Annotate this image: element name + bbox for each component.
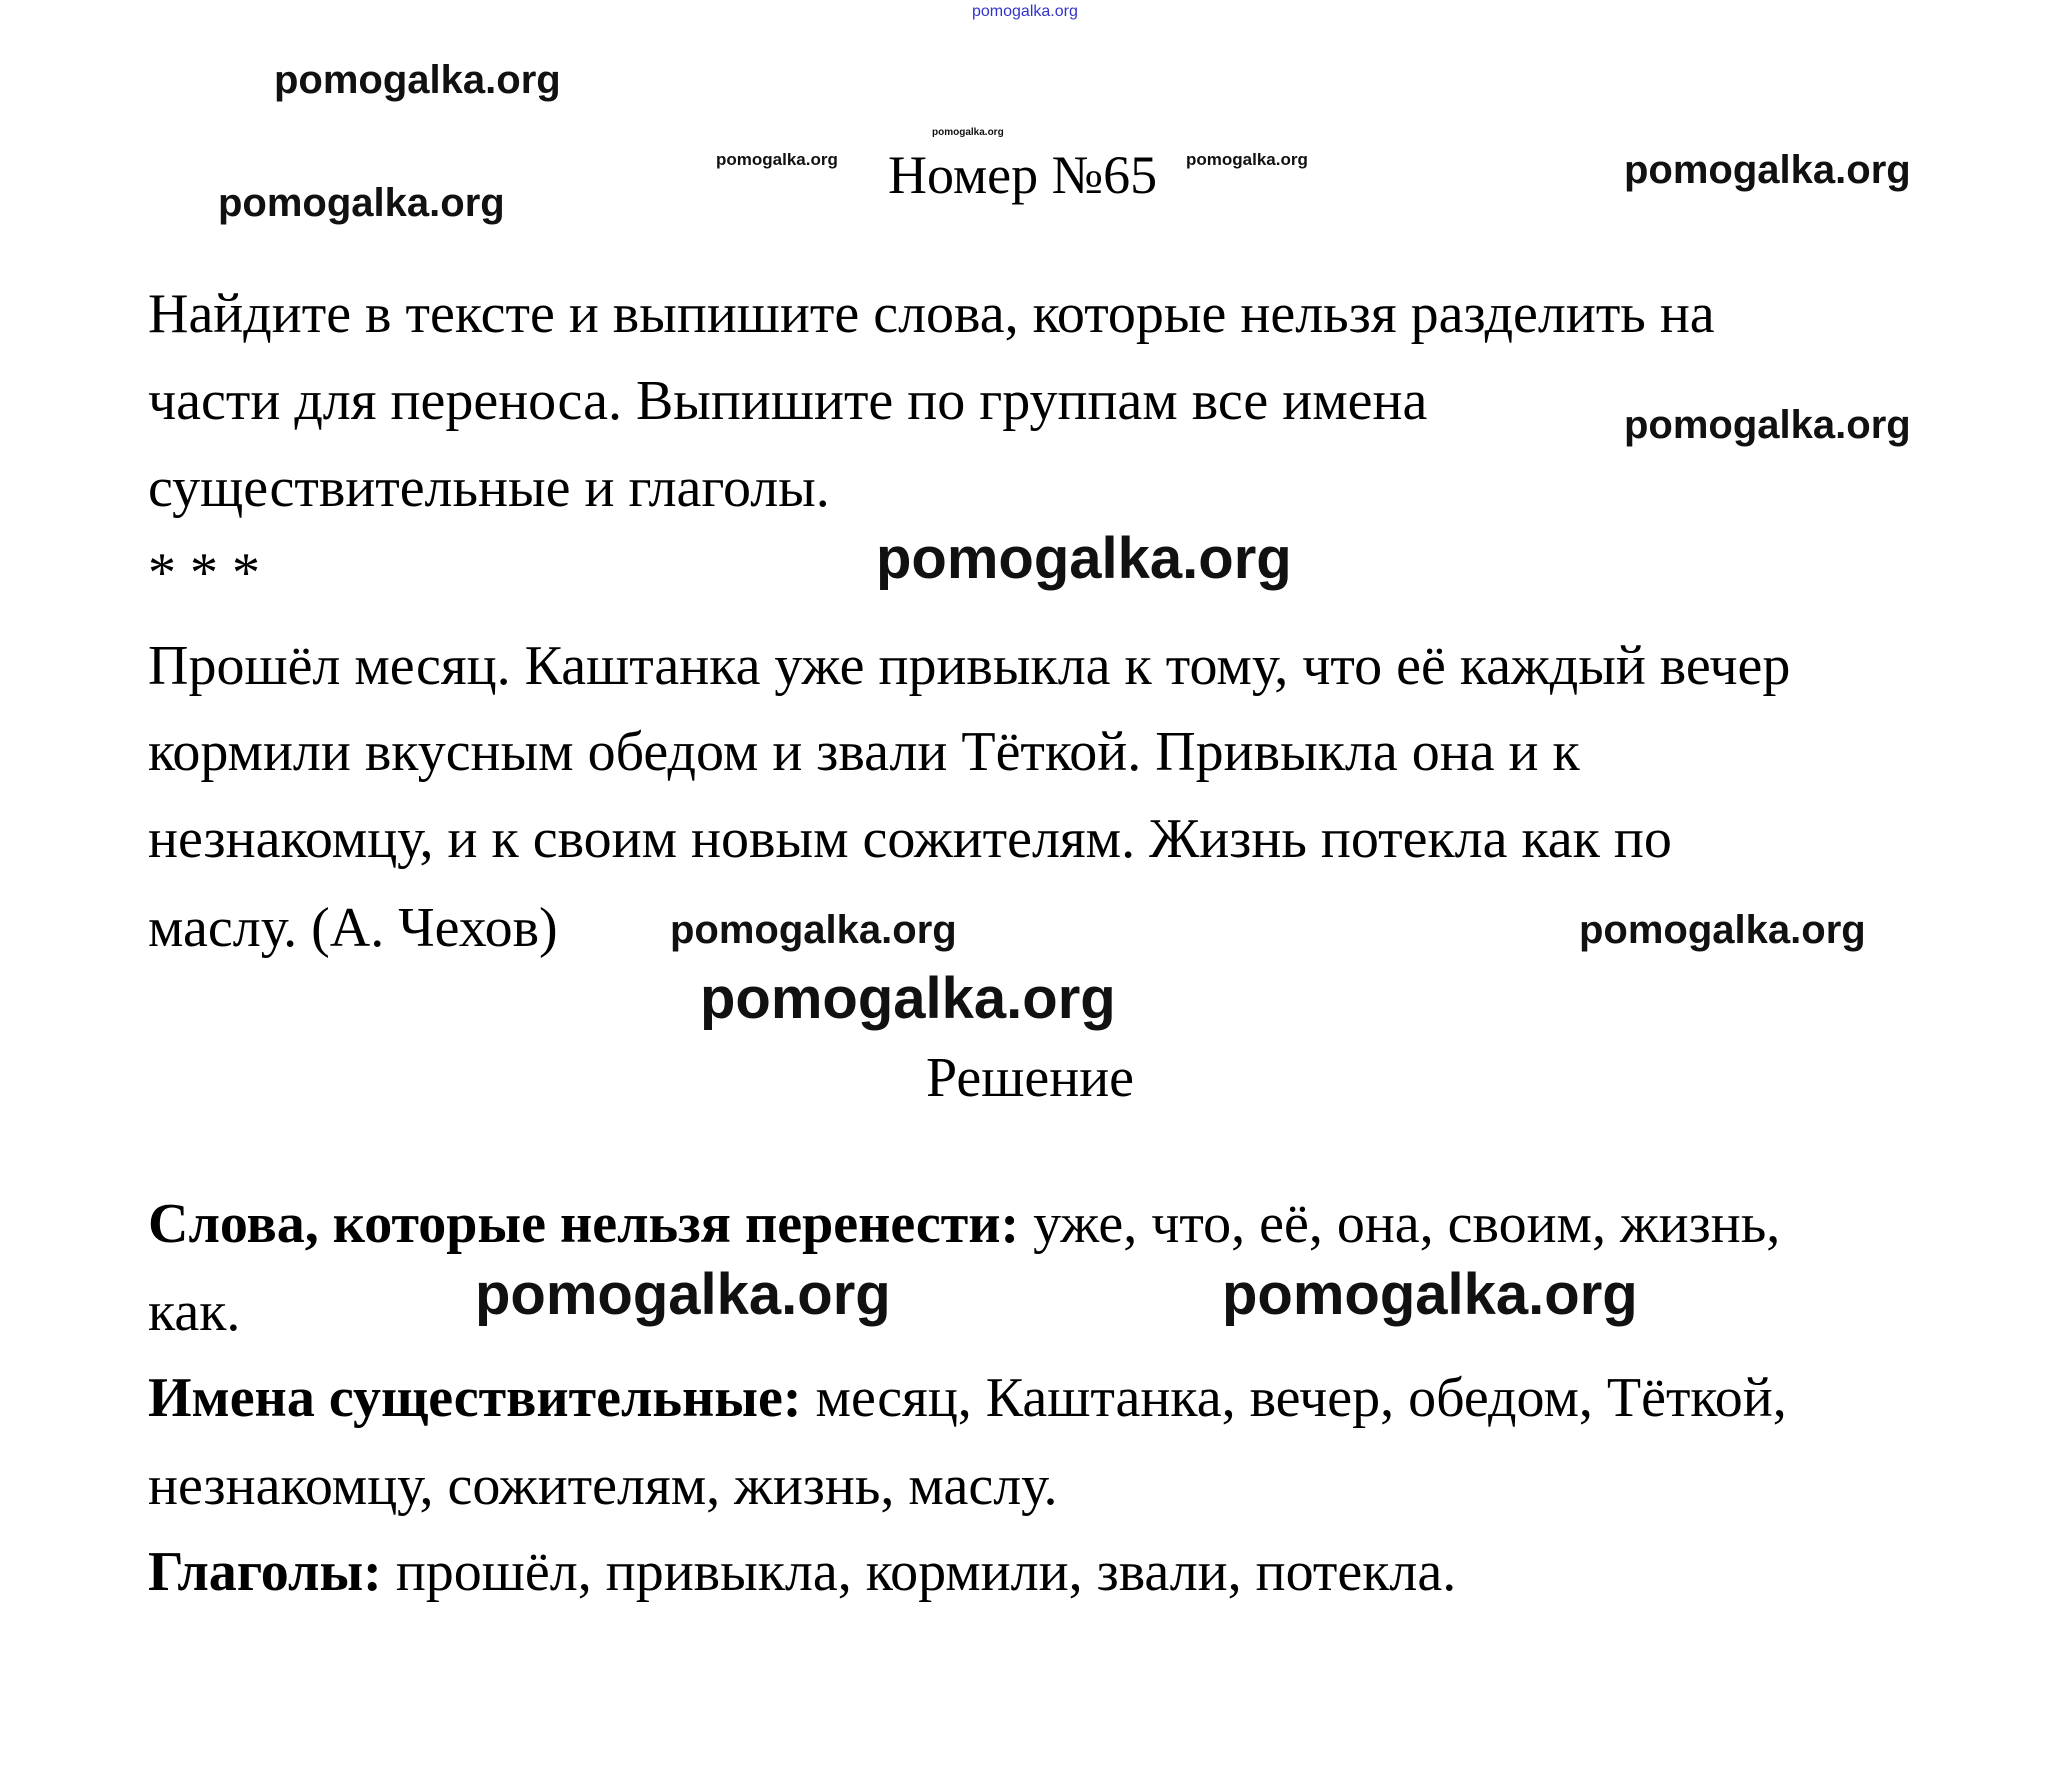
verbs <box>148 1541 1457 1603</box>
watermark: pomogalka.org <box>932 127 1004 138</box>
solution-heading: Решение <box>926 1047 1135 1109</box>
no-hyphen-label: Слова, которые нельзя перенести: <box>148 1193 1020 1255</box>
nouns-text: месяц, Каштанка, вечер, обедом, Тёткой, <box>801 1367 1787 1429</box>
verbs-text: прошёл, привыкла, кормили, звали, потекла. <box>381 1541 1457 1603</box>
watermark: pomogalka.org <box>475 1262 891 1327</box>
verbs-label: Глаголы: <box>148 1541 382 1603</box>
text-line: кормили вкусным обедом и звали Тёткой. Привыкла она и к <box>148 721 1580 783</box>
task-line: существительные и глаголы. <box>148 457 830 519</box>
page-title: Номер №65 <box>888 145 1158 205</box>
nouns <box>148 1367 1787 1429</box>
separator: * * * <box>148 542 260 604</box>
nouns-label: Имена существительные: <box>148 1367 802 1429</box>
watermark: pomogalka.org <box>1579 908 1866 952</box>
watermark: pomogalka.org <box>218 181 505 225</box>
watermark: pomogalka.org <box>1624 148 1911 192</box>
task-line: части для переноса. Выпишите по группам все имена <box>148 370 1428 432</box>
watermark: pomogalka.org <box>1222 1262 1638 1327</box>
no-hyphen-text: уже, что, её, она, своим, жизнь, <box>1019 1193 1781 1255</box>
text-line: Прошёл месяц. Каштанка уже привыкла к тому, что её каждый вечер <box>148 635 1791 697</box>
task-line: Найдите в тексте и выпишите слова, которые нельзя разделить на <box>148 283 1715 345</box>
watermark: pomogalka.org <box>876 526 1292 591</box>
watermark: pomogalka.org <box>670 908 957 952</box>
watermark: pomogalka.org <box>700 966 1116 1031</box>
text-line: незнакомцу, и к своим новым сожителям. Жизнь потекла как по <box>148 808 1672 870</box>
no-hyphen-cont: как. <box>148 1281 241 1343</box>
watermark-top-link[interactable]: pomogalka.org <box>972 3 1078 20</box>
watermark: pomogalka.org <box>1186 150 1308 169</box>
text-line: маслу. (А. Чехов) <box>148 897 558 959</box>
watermark: pomogalka.org <box>716 150 838 169</box>
nouns-cont: незнакомцу, сожителям, жизнь, маслу. <box>148 1455 1058 1517</box>
watermark: pomogalka.org <box>1624 403 1911 447</box>
no-hyphen-words <box>148 1193 1781 1255</box>
watermark: pomogalka.org <box>274 58 561 102</box>
